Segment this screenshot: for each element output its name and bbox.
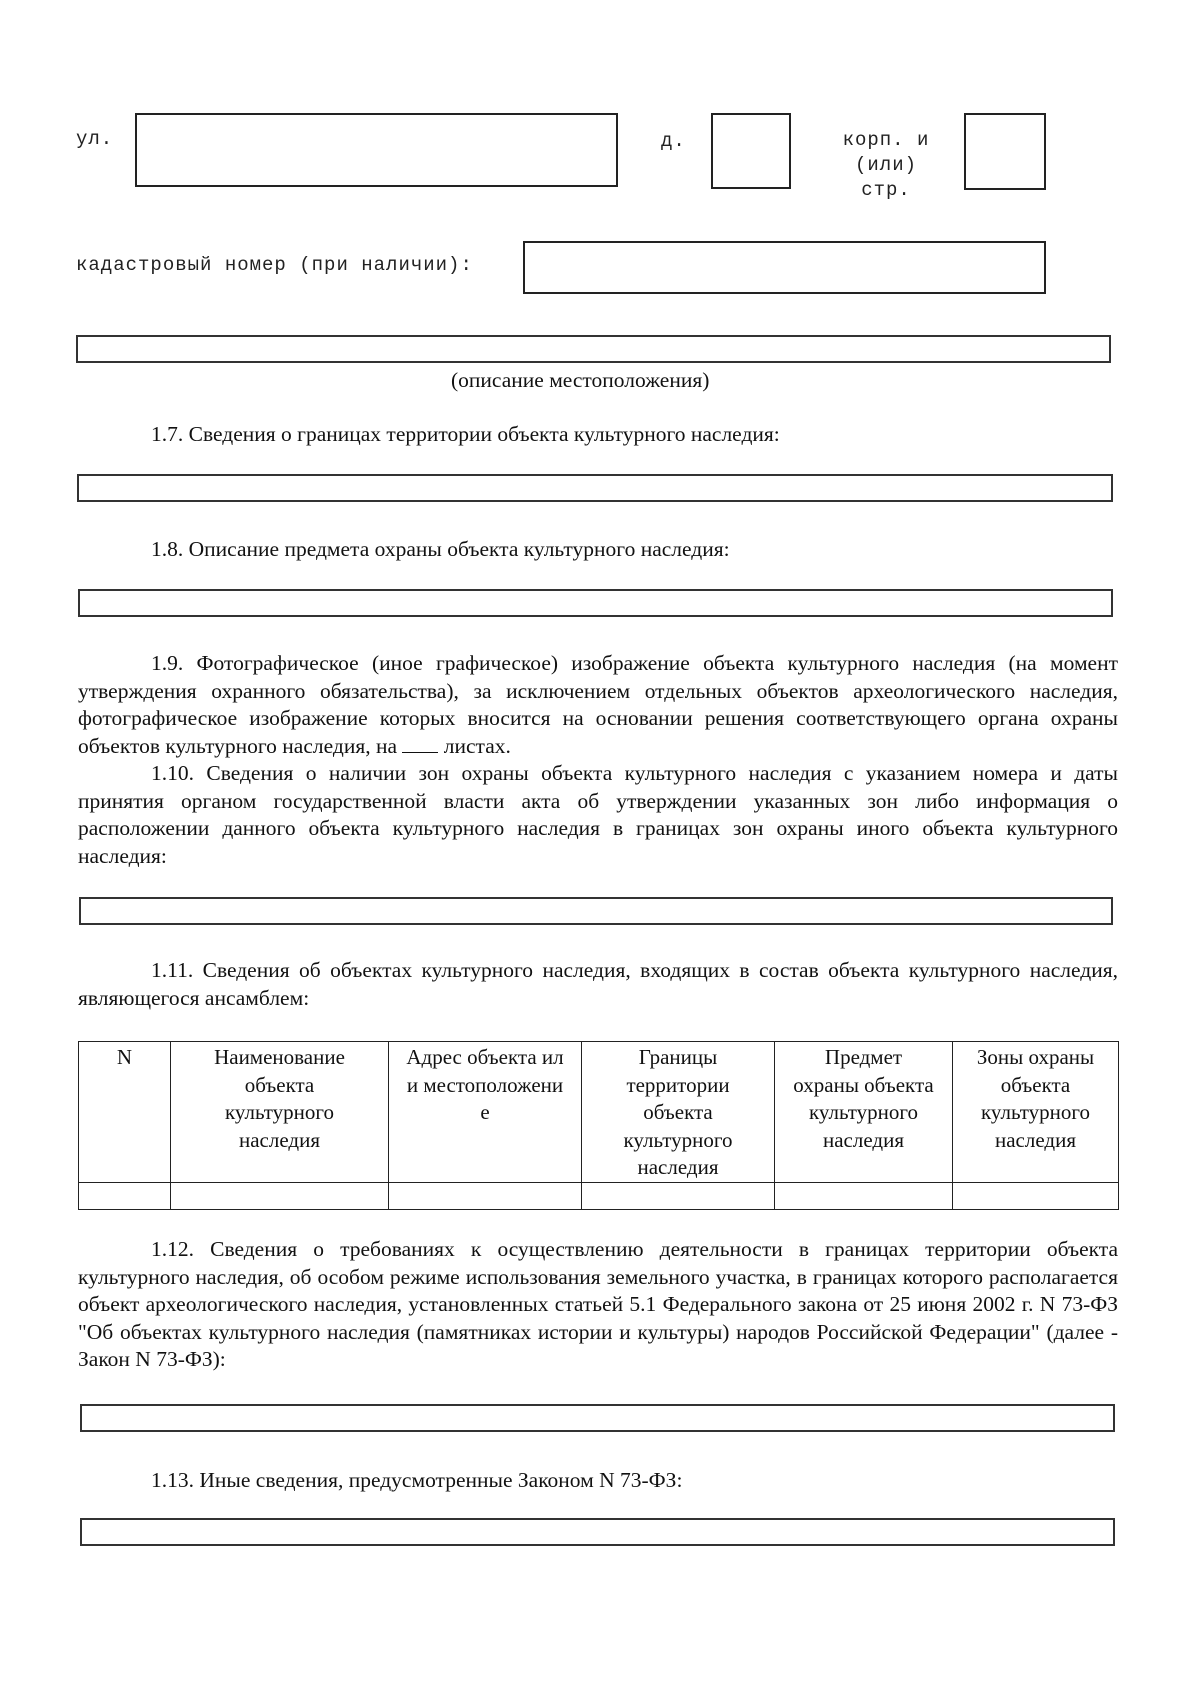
table-cell[interactable]	[582, 1182, 775, 1209]
section-1-8-heading: 1.8. Описание предмета охраны объекта культурного наследия:	[151, 537, 730, 561]
building-label-line: стр.	[861, 179, 911, 201]
house-input[interactable]	[711, 113, 791, 189]
column-header: Границы территории объекта культурного наследия	[582, 1042, 775, 1183]
section-1-7-heading: 1.7. Сведения о границах территории объекта культурного наследия:	[151, 422, 780, 446]
house-label: д.	[661, 130, 686, 152]
section-1-9-text-end: листах.	[443, 733, 511, 758]
section-1-12-input[interactable]	[80, 1404, 1115, 1432]
table-row	[79, 1182, 1119, 1209]
building-label	[826, 128, 946, 203]
building-input[interactable]	[964, 113, 1046, 190]
column-header: Адрес объекта или местоположени е	[389, 1042, 582, 1183]
section-1-8-input[interactable]	[78, 589, 1113, 617]
section-1-13-input[interactable]	[80, 1518, 1115, 1546]
section-1-9-paragraph	[78, 650, 1118, 760]
section-1-7-input[interactable]	[77, 474, 1113, 502]
table-cell[interactable]	[79, 1182, 171, 1209]
sheet-count-blank[interactable]	[402, 736, 438, 753]
table-cell[interactable]	[389, 1182, 582, 1209]
section-1-11-text-block	[78, 957, 1118, 1012]
building-label-line: (или)	[854, 154, 917, 176]
street-label: ул.	[76, 128, 114, 150]
section-1-10-input[interactable]	[79, 897, 1113, 925]
table-cell[interactable]	[171, 1182, 389, 1209]
table-cell[interactable]	[775, 1182, 953, 1209]
location-caption: (описание местоположения)	[451, 368, 710, 392]
section-1-11-paragraph: 1.11. Сведения об объектах культурного наследия, входящих в состав объекта культурного наследия, являющегося ансамблем:	[78, 958, 1118, 1010]
cadastral-input[interactable]	[523, 241, 1046, 294]
column-header: N	[79, 1042, 171, 1183]
section-1-9-1-10-text	[78, 650, 1118, 870]
column-header: Наименование объекта культурного наследия	[171, 1042, 389, 1183]
section-1-13-heading: 1.13. Иные сведения, предусмотренные Законом N 73-ФЗ:	[151, 1468, 683, 1492]
cadastral-label: кадастровый номер (при наличии):	[76, 254, 473, 276]
table-cell[interactable]	[953, 1182, 1119, 1209]
column-header: Предмет охраны объекта культурного наследия	[775, 1042, 953, 1183]
location-input[interactable]	[76, 335, 1111, 363]
section-1-12-text-block	[78, 1236, 1118, 1374]
building-label-line: корп. и	[842, 129, 930, 151]
column-header: Зоны охраны объекта культурного наследия	[953, 1042, 1119, 1183]
ensemble-table	[78, 1041, 1119, 1210]
street-input[interactable]	[135, 113, 618, 187]
section-1-9-text: 1.9. Фотографическое (иное графическое) изображение объекта культурного наследия (на момент утверждения охранного обязательства), за исключением отдельных объектов археологического наследия, фотографическое изображение которых вносится на основании решения соответствующего органа охраны объектов культурного наследия, на	[78, 651, 1118, 758]
section-1-12-paragraph: 1.12. Сведения о требованиях к осуществлению деятельности в границах территории объекта культурного наследия, об особом режиме использования земельного участка, в границах которого располагается объект археологического наследия, установленных статьей 5.1 Федерального закона от 25 июня 2002 г. N 73-ФЗ "Об объектах культурного наследия (памятниках истории и культуры) народов Российской Федерации" (далее - Закон N 73-ФЗ):	[78, 1237, 1118, 1371]
section-1-10-paragraph: 1.10. Сведения о наличии зон охраны объекта культурного наследия с указанием номера и даты принятия органом государственной власти акта об утверждении указанных зон либо информация о расположении данного объекта культурного наследия в границах зон охраны иного объекта культурного наследия:	[78, 761, 1118, 868]
table-header-row	[79, 1042, 1119, 1183]
